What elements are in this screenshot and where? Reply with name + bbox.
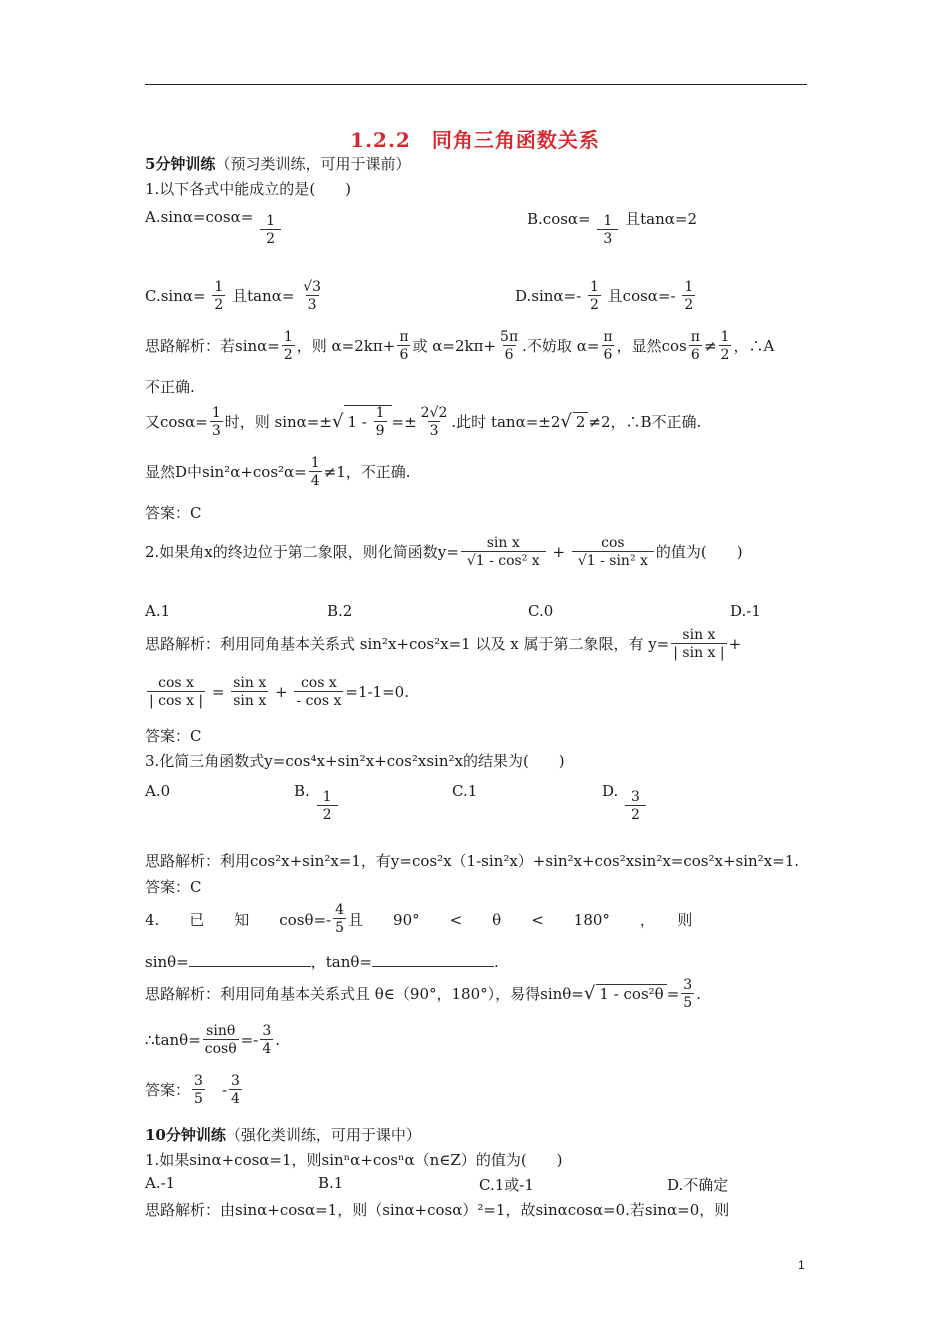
analysis-text: ，∴A	[733, 336, 775, 355]
radical-sign: √	[331, 410, 344, 432]
fraction	[317, 790, 338, 824]
analysis-line: 思路解析：利用cos²x+sin²x=1，有y=cos²x（1-sin²x）+sin²x+cos²xsin²x=cos²x+sin²x=1.	[145, 852, 800, 870]
blank-label: ，tanθ=	[310, 953, 372, 971]
option-b	[527, 208, 697, 248]
denominator: 9	[375, 423, 385, 440]
fraction	[601, 330, 614, 364]
numerator: 1	[684, 279, 694, 295]
radical: 1 - cos²θ	[596, 984, 666, 1003]
option-text: D.sinα=-	[515, 286, 582, 305]
analysis-text: 或 α=2kπ+	[412, 336, 497, 355]
answer-blank[interactable]	[372, 952, 494, 967]
question-text: 且 90° < θ < 180° ， 则	[348, 911, 693, 930]
fraction	[572, 536, 654, 570]
section-heading	[145, 1124, 421, 1145]
fraction	[681, 978, 694, 1012]
analysis-text: 思路解析：利用同角基本关系式且 θ∈（90°，180°），易得sinθ=	[145, 984, 584, 1003]
numerator: 1	[603, 213, 613, 229]
question-text: 2.如果角x的终边位于第二象限，则化简函数y=	[145, 542, 459, 561]
denominator: 3	[307, 297, 317, 314]
denominator: 6	[504, 347, 514, 364]
fraction	[212, 280, 225, 314]
numerator: 3	[231, 1073, 240, 1089]
answer: 答案：C	[145, 504, 202, 522]
denominator: 5	[335, 920, 345, 937]
radical	[344, 405, 391, 440]
denominator: sin x	[233, 693, 267, 710]
denominator: √1 - sin² x	[572, 551, 654, 569]
option-d: D.不确定	[667, 1176, 729, 1194]
option-a: A.-1	[145, 1174, 176, 1192]
analysis-text: =1-1=0.	[345, 682, 409, 701]
radical-sign: √	[560, 410, 572, 432]
numerator: π	[399, 329, 409, 345]
analysis-line: 思路解析：利用同角基本关系式且 θ∈（90°，180°），易得sinθ=√ 1 - cos²θ = $\frac{3}{5}$ .	[145, 977, 701, 1012]
fraction	[719, 330, 732, 364]
numerator: π	[690, 329, 700, 345]
denominator: 2	[260, 229, 281, 247]
numerator: cos	[601, 535, 625, 551]
option-d: D.-1	[730, 602, 761, 620]
fraction	[671, 628, 726, 662]
option-d	[515, 280, 697, 314]
option-text: A.sinα=cosα=	[145, 208, 254, 226]
option-c: C.0	[528, 602, 554, 620]
numerator: 1	[375, 405, 385, 421]
numerator: sin x	[486, 535, 520, 551]
numerator: sinθ	[206, 1023, 236, 1039]
denominator: - cos x	[296, 693, 342, 710]
option-b: B.1	[318, 1174, 344, 1192]
denominator: 4	[231, 1091, 240, 1108]
numerator: sin x	[682, 627, 716, 643]
numerator: √3	[303, 279, 322, 295]
blank-label: .	[494, 953, 499, 971]
analysis-text: ≠1，不正确.	[323, 462, 411, 481]
denominator: 2	[589, 297, 599, 314]
analysis-text: 思路解析：利用同角基本关系式 sin²x+cos²x=1 以及 x 属于第二象限，有 y=	[145, 634, 670, 653]
numerator: 1	[214, 279, 224, 295]
question-text: 4. 已 知 cosθ=-	[145, 911, 332, 930]
fraction	[192, 1074, 205, 1108]
radical: 2	[573, 412, 589, 431]
denominator: 2	[720, 347, 730, 364]
page-title: 1.2.2 同角三角函数关系	[350, 128, 600, 152]
blank-label: sinθ=	[145, 953, 189, 971]
fraction	[588, 280, 601, 314]
answer: 答案： $\frac{3}{5}$ - $\frac{3}{4}$	[145, 1073, 240, 1108]
analysis-text: 时，则 sinα=±	[224, 412, 332, 431]
numerator: 1	[589, 279, 599, 295]
answer-label: 答案：	[145, 1080, 191, 1099]
fraction	[203, 1024, 239, 1058]
fraction	[682, 280, 695, 314]
numerator: 3	[262, 1023, 272, 1039]
fraction	[333, 903, 346, 937]
option-b: B.2	[327, 602, 353, 620]
analysis-line: ∴tanθ= $\frac{\sin\theta}{\cos\theta}$ =- $\frac{3}{4}$ .	[145, 1023, 281, 1058]
fraction	[301, 280, 323, 314]
denominator: 5	[194, 1091, 203, 1108]
question-stem: 1.如果sinα+cosα=1，则sinⁿα+cosⁿα（n∈Z）的值为( )	[145, 1151, 563, 1169]
analysis-line	[145, 330, 774, 364]
denominator: 3	[597, 229, 618, 247]
denominator: √1 - cos² x	[461, 551, 546, 569]
analysis-line	[145, 405, 701, 440]
fraction	[309, 456, 322, 490]
fraction	[689, 330, 702, 364]
fill-blank-line	[145, 951, 499, 972]
denominator: 5	[683, 995, 693, 1012]
numerator: cos x	[158, 675, 194, 691]
numerator: 3	[194, 1073, 203, 1089]
option-text: D.	[602, 782, 619, 800]
denominator: 4	[262, 1041, 272, 1058]
numerator: 3	[683, 977, 693, 993]
question-stem	[145, 903, 807, 937]
analysis-text: 显然D中sin²α+cos²α=	[145, 462, 307, 481]
option-text: 且tanα=	[232, 286, 295, 305]
fraction	[231, 676, 268, 710]
answer-blank[interactable]	[189, 952, 311, 967]
numerator: 4	[335, 902, 345, 918]
numerator: 1	[211, 405, 221, 421]
analysis-text: =±	[391, 412, 417, 431]
section-label: 5分钟训练	[145, 155, 216, 173]
question-stem: 2.如果角x的终边位于第二象限，则化简函数y= $\frac{\text{sin x}}{\text{√1 - cos² x}}$ + $\frac{\cos}{\text{√1 - sin² x}}$ 的值为( )	[145, 535, 743, 570]
answer: 答案：C	[145, 727, 202, 745]
option-a: A.0	[145, 782, 171, 800]
analysis-line: $\frac{\text{cos x}}{\text{| cos x |}}$ = $\frac{\text{sin x}}{\text{sin x}}$ + $\frac{\text{cos x}}{\text{- cos x}}$ =1-1=0.	[149, 675, 409, 710]
fraction	[282, 330, 295, 364]
option-c: C.1或-1	[479, 1176, 534, 1194]
denominator: 3	[211, 423, 221, 440]
fraction	[260, 214, 281, 248]
numerator: π	[603, 329, 613, 345]
fraction	[597, 214, 618, 248]
section-label: 10分钟训练	[145, 1126, 226, 1144]
numerator: 1	[322, 789, 332, 805]
option-text: 且tanα=2	[625, 210, 697, 228]
fraction	[294, 676, 343, 710]
fraction	[260, 1024, 273, 1058]
denominator: 2	[283, 347, 293, 364]
radical-sign: √	[583, 982, 596, 1004]
denominator: 2	[684, 297, 694, 314]
fraction	[397, 330, 410, 364]
fraction	[147, 676, 205, 710]
option-c: C.1	[452, 782, 478, 800]
option-text: 且cosα=-	[607, 286, 676, 305]
question-text: 的值为( )	[655, 542, 743, 561]
numerator: 1	[310, 455, 320, 471]
analysis-text: .不妨取 α=	[522, 336, 600, 355]
analysis-line	[145, 456, 411, 490]
option-text: B.cosα=	[527, 210, 591, 228]
section-heading	[145, 153, 410, 174]
analysis-text: ∴tanθ=	[145, 1030, 201, 1049]
denominator: 2	[625, 805, 646, 823]
section-note: （强化类训练，可用于课中）	[225, 1126, 421, 1144]
analysis-line	[145, 628, 741, 662]
analysis-text: ，则 α=2kπ+	[296, 336, 396, 355]
analysis-text: ，显然cos	[616, 336, 687, 355]
numerator: cos x	[300, 675, 337, 691]
question-stem: 1.以下各式中能成立的是( )	[145, 180, 352, 198]
section-note: （预习类训练，可用于课前）	[215, 155, 411, 173]
denominator: | sin x |	[673, 645, 725, 662]
option-a: A.1	[145, 602, 171, 620]
denominator: 2	[317, 805, 338, 823]
page-number: 1	[798, 1258, 805, 1272]
answer: 答案：C	[145, 878, 202, 896]
analysis-text: .此时 tanα=±2	[451, 412, 561, 431]
option-a	[145, 208, 283, 248]
option-b	[294, 782, 340, 824]
option-c	[145, 280, 325, 314]
option-text: B.	[294, 782, 310, 800]
fraction	[374, 406, 387, 440]
option-text: C.sinα=	[145, 286, 206, 305]
fraction	[229, 1074, 242, 1108]
denominator: 6	[603, 347, 613, 364]
radical-text: 1 -	[347, 412, 372, 431]
fraction	[210, 406, 223, 440]
analysis-text: 思路解析：若sinα=	[145, 336, 280, 355]
denominator: cosθ	[204, 1041, 237, 1058]
analysis-line: 不正确.	[145, 378, 195, 396]
denominator: 4	[310, 473, 320, 490]
fraction	[498, 330, 520, 364]
fraction	[419, 406, 450, 440]
option-d	[602, 782, 648, 824]
numerator: 1	[720, 329, 730, 345]
denominator: | cos x |	[149, 693, 204, 710]
question-stem: 3.化简三角函数式y=cos⁴x+sin²x+cos²xsin²x的结果为( )	[145, 752, 565, 770]
analysis-line: 思路解析：由sinα+cosα=1，则（sinα+cosα）²=1，故sinαcosα=0.若sinα=0，则	[145, 1201, 730, 1219]
denominator: 6	[399, 347, 409, 364]
header-rule	[145, 84, 807, 85]
numerator: 2√2	[420, 405, 448, 421]
fraction	[461, 536, 546, 570]
numerator: 5π	[500, 329, 519, 345]
denominator: 3	[429, 423, 439, 440]
denominator: 6	[690, 347, 700, 364]
analysis-text: ≠	[703, 336, 717, 355]
numerator: 1	[283, 329, 293, 345]
analysis-text: +	[728, 634, 742, 653]
numerator: 1	[266, 213, 275, 229]
numerator: 3	[631, 789, 640, 805]
fraction	[625, 790, 646, 824]
analysis-text: 又cosα=	[145, 412, 208, 431]
numerator: sin x	[233, 675, 267, 691]
denominator: 2	[214, 297, 224, 314]
analysis-text: ≠2，∴B不正确.	[588, 412, 702, 431]
